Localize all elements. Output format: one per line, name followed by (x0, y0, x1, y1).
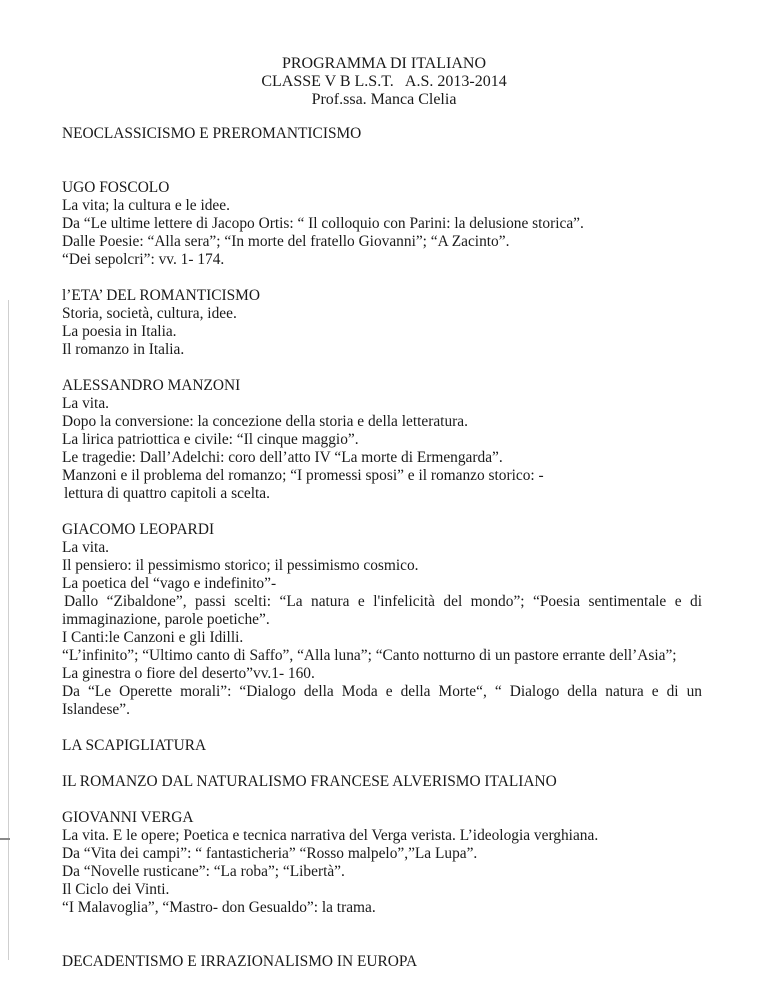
section-heading-romanticismo: l’ETA’ DEL ROMANTICISMO (62, 287, 260, 304)
text-line: I Canti:le Canzoni e gli Idilli. (62, 629, 244, 646)
text-line: Il Ciclo dei Vinti. (62, 881, 170, 898)
text-line: immaginazione, parole poetiche”. (62, 611, 270, 628)
text-line: Manzoni e il problema del romanzo; “I promessi sposi” e il romanzo storico: - (62, 467, 544, 484)
document-body (62, 125, 702, 971)
text-line: Da “Vita dei campi”: “ fantasticheria” “Rosso malpelo”,”La Lupa”. (62, 845, 478, 862)
document-title: PROGRAMMA DI ITALIANO (281, 55, 487, 72)
teacher-name: Prof.ssa. Manca Clelia (311, 91, 457, 108)
section-heading-decadentismo: DECADENTISMO E IRRAZIONALISMO IN EUROPA (62, 953, 418, 970)
text-line: La poesia in Italia. (62, 323, 177, 340)
text-line: Le tragedie: Dall’Adelchi: coro dell’atto IV “La morte di Ermengarda”. (62, 449, 503, 466)
text-line: La vita. (62, 539, 110, 556)
text-line: Da “Le Operette morali”: “Dialogo della Moda e della Morte“, “ Dialogo della natura e di un (62, 683, 702, 700)
text-line: Il romanzo in Italia. (62, 341, 185, 358)
text-line: La ginestra o fiore del deserto”vv.1- 160. (62, 665, 315, 682)
document-header (0, 55, 768, 109)
section-verga (62, 809, 702, 917)
class-year: CLASSE V B L.S.T. A.S. 2013-2014 (261, 73, 507, 90)
author-heading-foscolo: UGO FOSCOLO (62, 179, 170, 196)
text-line: Da “Novelle rusticane”: “La roba”; “Libertà”. (62, 863, 345, 880)
author-heading-manzoni: ALESSANDRO MANZONI (62, 377, 241, 394)
section-manzoni (62, 377, 702, 503)
section-leopardi (62, 521, 702, 719)
text-line: La vita; la cultura e le idee. (62, 197, 230, 214)
text-line: La lirica patriottica e civile: “Il cinque maggio”. (62, 431, 359, 448)
text-line: “Dei sepolcri”: vv. 1- 174. (62, 251, 225, 268)
text-line: Dallo “Zibaldone”, passi scelti: “La natura e l'infelicità del mondo”; “Poesia sentimentale e di (64, 593, 702, 610)
section-heading-scapigliatura: LA SCAPIGLIATURA (62, 737, 207, 754)
text-line: La poetica del “vago e indefinito”- (62, 575, 277, 592)
text-line: “L’infinito”; “Ultimo canto di Saffo”, “Alla luna”; “Canto notturno di un pastore errante dell’Asia”; (62, 647, 677, 664)
text-line: lettura di quattro capitoli a scelta. (64, 485, 270, 502)
text-line: La vita. E le opere; Poetica e tecnica narrativa del Verga verista. L’ideologia verghiana. (62, 827, 599, 844)
text-line: Il pensiero: il pessimismo storico; il pessimismo cosmico. (62, 557, 419, 574)
text-line: Storia, società, cultura, idee. (62, 305, 237, 322)
section-heading-naturalismo: IL ROMANZO DAL NATURALISMO FRANCESE ALVERISMO ITALIANO (62, 773, 557, 790)
author-heading-verga: GIOVANNI VERGA (62, 809, 194, 826)
text-line: La vita. (62, 395, 110, 412)
section-foscolo (62, 179, 702, 269)
scan-edge-line (8, 300, 9, 960)
scan-mark (0, 838, 10, 840)
text-line: Da “Le ultime lettere di Jacopo Ortis: “ Il colloquio con Parini: la delusione storica”. (62, 215, 584, 232)
author-heading-leopardi: GIACOMO LEOPARDI (62, 521, 215, 538)
text-line: Islandese”. (62, 701, 130, 718)
section-heading-neoclassicismo: NEOCLASSICISMO E PREROMANTICISMO (62, 125, 362, 142)
text-line: Dopo la conversione: la concezione della storia e della letteratura. (62, 413, 468, 430)
text-line: Dalle Poesie: “Alla sera”; “In morte del fratello Giovanni”; “A Zacinto”. (62, 233, 510, 250)
section-romanticismo (62, 287, 702, 359)
text-line: “I Malavoglia”, “Mastro- don Gesualdo”: la trama. (62, 899, 376, 916)
